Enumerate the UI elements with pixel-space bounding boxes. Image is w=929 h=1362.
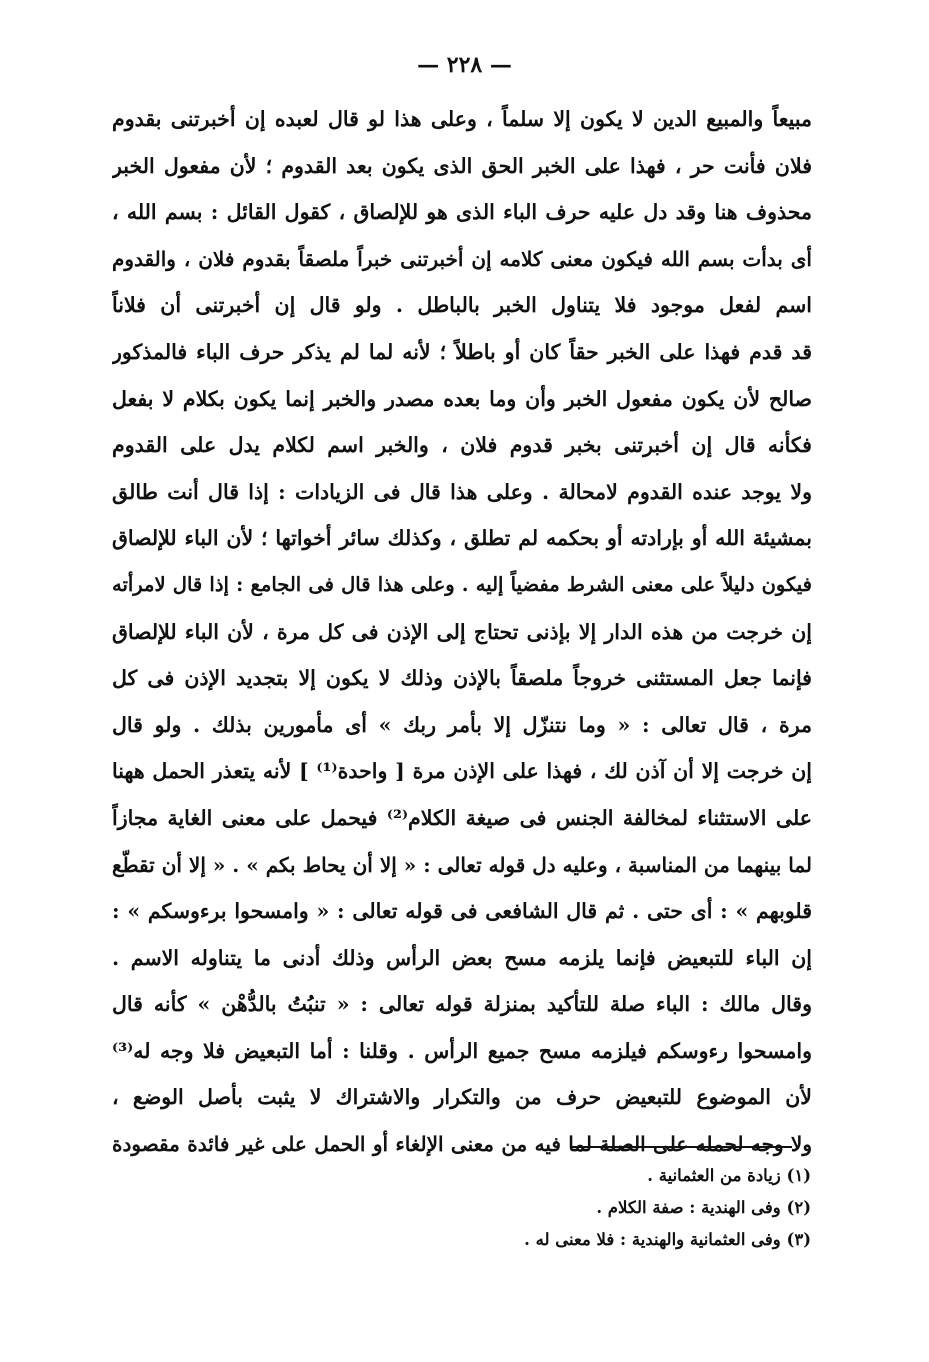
footnotes [311, 1160, 811, 1256]
text-line: إن خرجت من هذه الدار إلا بإذنى تحتاج إلى الإذن فى كل مرة ، لأن الباء للإلصاق [112, 619, 812, 644]
main-text-block [112, 96, 812, 1168]
text-line: قد قدم فهذا على الخبر حقاً كان أو باطلاً ؛ لأنه لما لم يذكر حرف الباء فالمذكور [112, 339, 812, 364]
footnote-item: (٢) وفى الهندية : صفة الكلام . [596, 1198, 811, 1217]
text-line: قلوبهم » : أى حتى . ثم قال الشافعى فى قوله تعالى : « وامسحوا برءوسكم » : [112, 899, 812, 924]
footnote-divider [572, 1146, 792, 1148]
text-line: ولا يوجد عنده القدوم لامحالة . وعلى هذا قال فى الزيادات : إذا قال أنت طالق [112, 479, 812, 504]
text-line: محذوف هنا وقد دل عليه حرف الباء الذى هو للإلصاق ، كقول القائل : بسم الله ، [112, 200, 812, 225]
footnote-item: (١) زيادة من العثمانية . [647, 1166, 811, 1185]
footnote-item: (٣) وفى العثمانية والهندية : فلا معنى له . [524, 1230, 811, 1249]
text-line: إن خرجت إلا أن آذن لك ، فهذا على الإذن مرة [ واحدة⁽¹⁾ ] لأنه يتعذر الحمل ههنا [112, 759, 812, 784]
text-line: صالح لأن يكون مفعول الخبر وأن وما بعده مصدر والخبر إنما يكون بكلام لا بفعل [112, 386, 812, 411]
text-line: فإنما جعل المستثنى خروجاً ملصقاً بالإذن وذلك لا يكون إلا بتجديد الإذن فى كل [112, 666, 812, 691]
text-line: مرة ، قال تعالى : « وما نتنزّل إلا بأمر ربك » أى مأمورين بذلك . ولو قال [112, 712, 812, 737]
text-line: وقال مالك : الباء صلة للتأكيد بمنزلة قوله تعالى : « تنبُتُ بالدُّهْن » كأنه قال [112, 992, 812, 1017]
text-line: على الاستثناء لمخالفة الجنس فى صيغة الكلام⁽²⁾ فيحمل على معنى الغاية مجازاً [112, 805, 812, 830]
text-line: إن الباء للتبعيض فإنما يلزمه مسح بعض الرأس وذلك أدنى ما يتناوله الاسم . [112, 945, 812, 970]
text-line: بمشيئة الله أو بإرادته أو بحكمه لم تطلق ، وكذلك سائر أخواتها ؛ لأن الباء للإلصاق [112, 526, 812, 551]
text-line: مبيعاً والمبيع الدين لا يكون إلا سلماً ، وعلى هذا لو قال لعبده إن أخبرتنى بقدوم [112, 107, 812, 131]
text-line: لما بينهما من المناسبة ، وعليه دل قوله تعالى : « إلا أن يحاط بكم » . « إلا أن تقطّع [112, 852, 812, 877]
text-line: وامسحوا رءوسكم فيلزمه مسح جميع الرأس . وقلنا : أما التبعيض فلا وجه له⁽³⁾ [112, 1038, 812, 1063]
text-line: لأن الموضوع للتبعيض حرف من والتكرار والاشتراك لا يثبت بأصل الوضع ، [112, 1085, 812, 1110]
text-line: ولا وجه لحمله على الصلة لما فيه من معنى الإلغاء أو الحمل على غير فائدة مقصودة [112, 1132, 812, 1157]
page-number: — ٢٢٨ — [417, 52, 512, 78]
text-line: فلان فأنت حر ، فهذا على الخبر الحق الذى يكون بعد القدوم ؛ لأن مفعول الخبر [112, 153, 812, 178]
text-line: أى بدأت بسم الله فيكون معنى كلامه إن أخبرتنى خبراً ملصقاً بقدوم فلان ، والقدوم [112, 246, 812, 271]
text-line: فكأنه قال إن أخبرتنى بخبر قدوم فلان ، والخبر اسم لكلام يدل على القدوم [112, 433, 812, 458]
text-line: فيكون دليلاً على معنى الشرط مفضياً إليه . وعلى هذا قال فى الجامع : إذا قال لامرأته [112, 572, 812, 596]
text-line: اسم لفعل موجود فلا يتناول الخبر بالباطل . ولو قال إن أخبرتنى أن فلاناً [112, 293, 812, 318]
